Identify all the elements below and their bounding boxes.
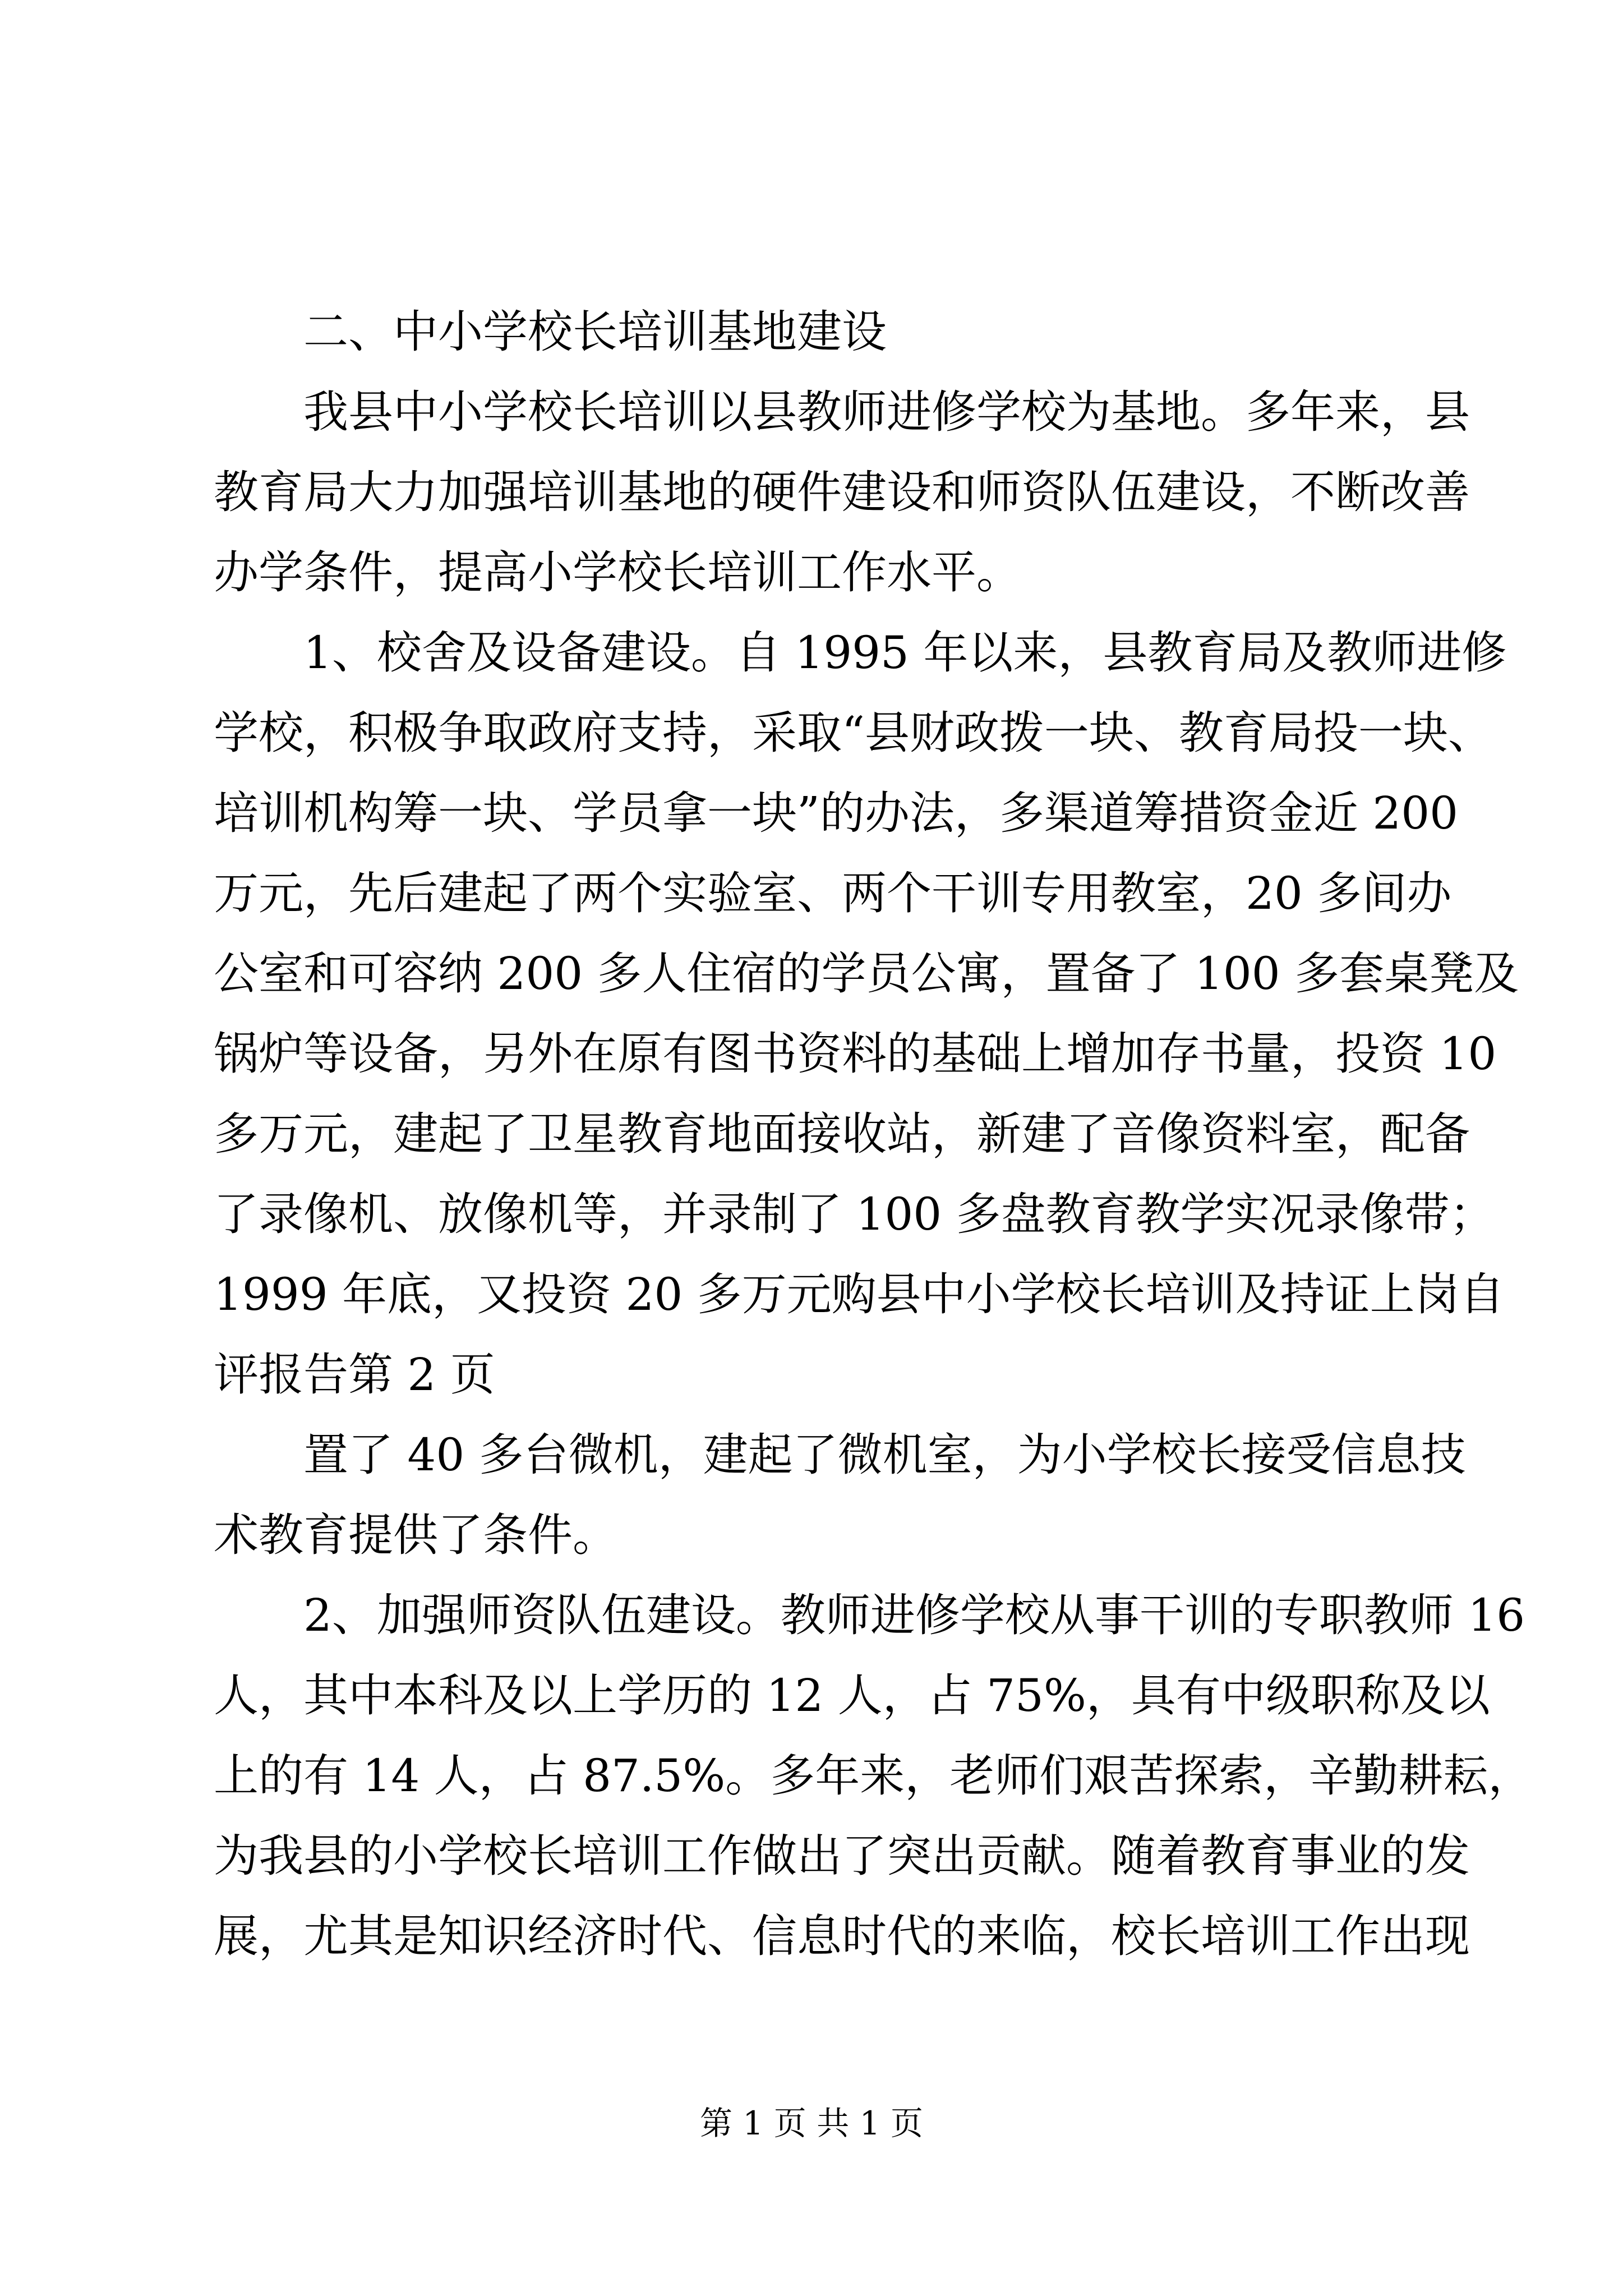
paragraph-line: 2、加强师资队伍建设。教师进修学校从事干训的专职教师 16 xyxy=(303,1589,1525,1641)
paragraph-line: 办学条件，提高小学校长培训工作水平。 xyxy=(214,546,1021,599)
paragraph-line: 1999 年底，又投资 20 多万元购县中小学校长培训及持证上岗自 xyxy=(214,1268,1505,1320)
page-footer: 第 1 页 共 1 页 xyxy=(700,2104,923,2142)
section-heading: 二、中小学校长培训基地建设 xyxy=(303,306,887,358)
paragraph-line: 为我县的小学校长培训工作做出了突出贡献。随着教育事业的发 xyxy=(214,1830,1470,1882)
paragraph-line: 1、校舍及设备建设。自 1995 年以来，县教育局及教师进修 xyxy=(303,627,1507,679)
paragraph-line: 置了 40 多台微机，建起了微机室，为小学校长接受信息技 xyxy=(303,1429,1466,1481)
paragraph-line: 展，尤其是知识经济时代、信息时代的来临，校长培训工作出现 xyxy=(214,1910,1470,1962)
paragraph-line: 公室和可容纳 200 多人住宿的学员公寓，置备了 100 多套桌凳及 xyxy=(214,947,1519,1000)
paragraph-line: 评报告第 2 页 xyxy=(214,1349,495,1401)
paragraph-line: 我县中小学校长培训以县教师进修学校为基地。多年来，县 xyxy=(303,386,1470,438)
paragraph-line: 学校，积极争取政府支持，采取“县财政拨一块、教育局投一块、 xyxy=(214,707,1493,759)
document-body xyxy=(214,292,1533,1976)
paragraph-line: 人，其中本科及以上学历的 12 人，占 75%，具有中级职称及以 xyxy=(214,1669,1490,1722)
paragraph-line: 上的有 14 人，占 87.5%。多年来，老师们艰苦探索，辛勤耕耘， xyxy=(214,1750,1533,1802)
paragraph-line: 了录像机、放像机等，并录制了 100 多盘教育教学实况录像带； xyxy=(214,1188,1495,1240)
paragraph-line: 术教育提供了条件。 xyxy=(214,1509,617,1561)
paragraph-line: 锅炉等设备，另外在原有图书资料的基础上增加存书量，投资 10 xyxy=(214,1028,1497,1080)
paragraph-line: 培训机构筹一块、学员拿一块”的办法，多渠道筹措资金近 200 xyxy=(214,787,1459,839)
paragraph-line: 教育局大力加强培训基地的硬件建设和师资队伍建设，不断改善 xyxy=(214,466,1470,518)
paragraph-line: 多万元，建起了卫星教育地面接收站，新建了音像资料室，配备 xyxy=(214,1108,1470,1160)
paragraph-line: 万元，先后建起了两个实验室、两个干训专用教室，20 多间办 xyxy=(214,867,1452,919)
